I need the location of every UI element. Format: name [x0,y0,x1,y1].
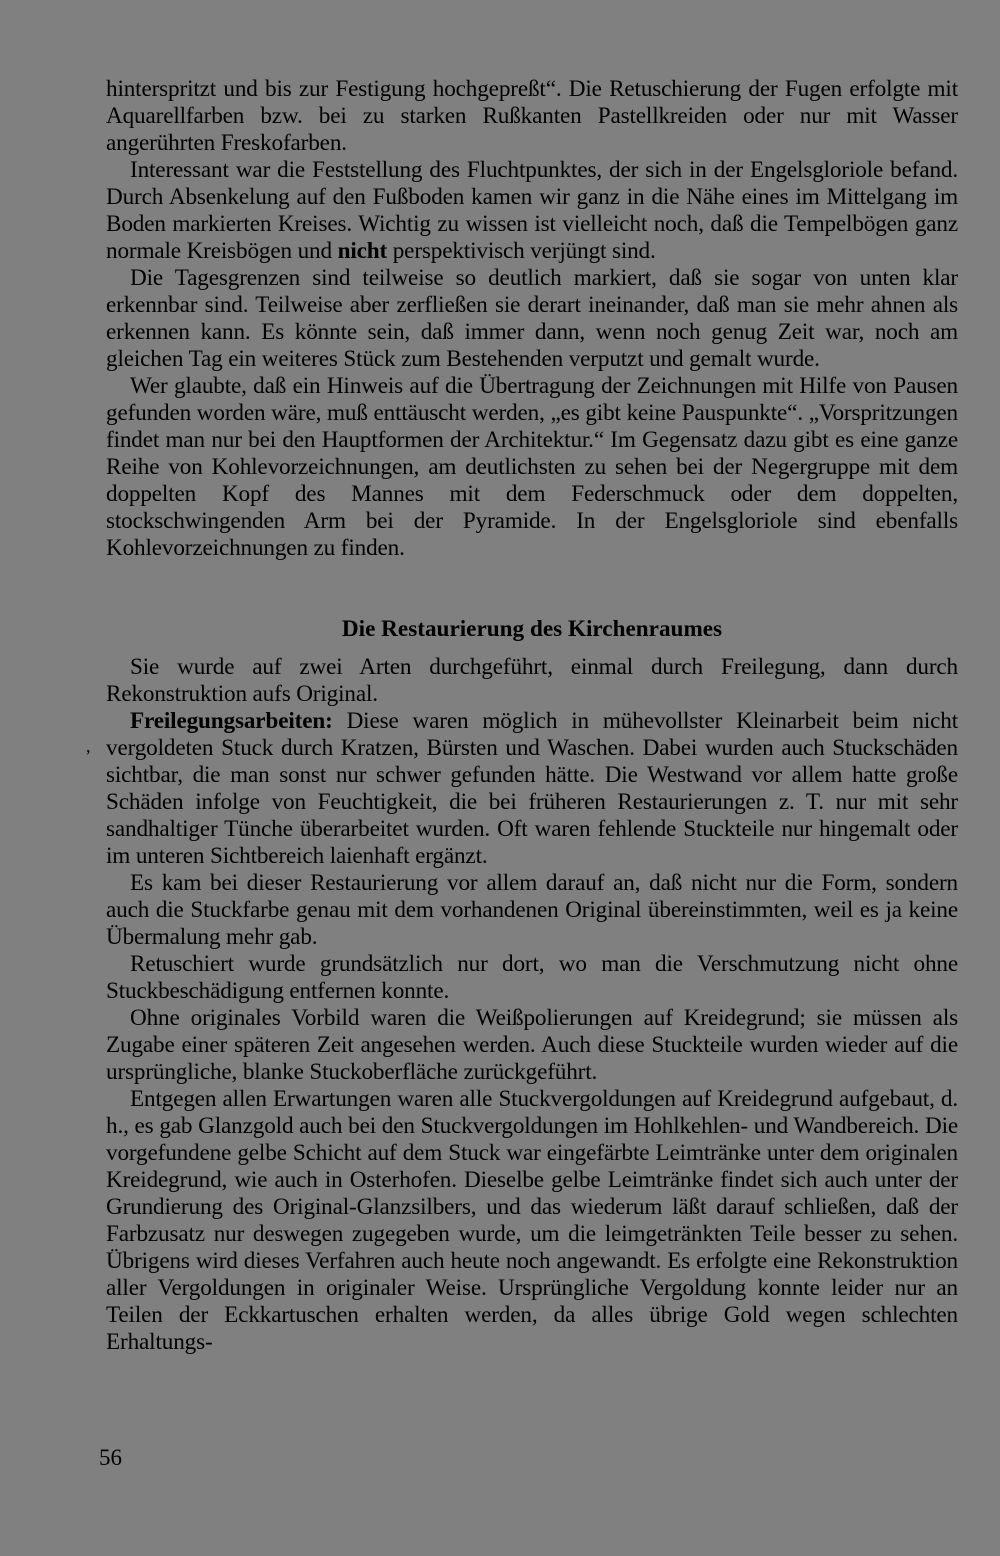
section-heading: Die Restaurierung des Kirchenraumes [341,616,723,642]
paragraph-3-text: Die Tagesgrenzen sind teilweise so deutlich markiert, daß sie sogar von unten klar erkennbar sind. Teilweise aber zerfließen sie derart ineinander, daß man sie mehr ahnen als erkennen kann. Es könnte sein, daß immer dann, wenn noch genug Zeit war, noch am gleichen Tag ein weiteres Stück zum Bestehenden verputzt und gemalt wurde. [106,265,958,372]
heading-gap [106,643,958,654]
paragraph-8 [106,951,958,1005]
page-number: 56 [99,1445,122,1470]
paragraph-10-text: Entgegen allen Erwartungen waren alle Stuckvergoldungen auf Kreidegrund aufgebaut, d. h., es gab Glanzgold auch bei den Stuckvergoldungen im Hohlkehlen- und Wandbereich. Die vorgefundene gelbe Schicht auf dem Stuck war eingefärbte Leimtränke unter dem originalen Kreidegrund, wie auch in Osterhofen. Dieselbe gelbe Leimtränke findet sich auch unter der Grundierung des Original-Glanzsilbers, und das wiederum läßt darauf schließen, daß der Farbzusatz nur deswegen zugegeben wurde, um die leimgetränkten Teile besser zu sehen. Übrigens wird dieses Verfahren auch heute noch angewandt. Es erfolgte eine Rekonstruktion aller Vergoldungen in originaler Weise. Ursprüngliche Vergoldung konnte leider nur an Teilen der Eckkartuschen erhalten werden, da alles übrige Gold wegen schlechten Erhaltungs- [106,1086,958,1355]
paragraph-6-text: Diese waren möglich in mühevollster Kleinarbeit beim nicht vergoldeten Stuck durch Kratzen, Bürsten und Waschen. Dabei wurden auch Stuckschäden sichtbar, die man sonst nur schwer gefunden hätte. Die Westwand vor allem hatte große Schäden infolge von Feuchtigkeit, die bei früheren Restaurierungen z. T. nur mit sehr sandhaltiger Tünche überarbeitet wurden. Oft waren fehlende Stuckteile nur hingemalt oder im unteren Sichtbereich laienhaft ergänzt. [106,708,958,869]
paragraph-2-emphasis: nicht [337,238,388,264]
paragraph-4-text: Wer glaubte, daß ein Hinweis auf die Übertragung der Zeichnungen mit Hilfe von Pausen gefunden worden wäre, muß enttäuscht werden, „es gibt keine Pauspunkte“. „Vorspritzungen findet man nur bei den Hauptformen der Architektur.“ Im Gegensatz dazu gibt es eine ganze Reihe von Kohlevorzeichnungen, am deutlichsten zu sehen bei der Negergruppe mit dem doppelten Kopf des Mannes mit dem Federschmuck oder dem doppelten, stockschwingenden Arm bei der Pyramide. In der Engelsgloriole sind ebenfalls Kohlevorzeichnungen zu finden. [106,373,958,561]
paragraph-8-text: Retuschiert wurde grundsätzlich nur dort, wo man die Verschmutzung nicht ohne Stuckbeschädigung entfernen konnte. [106,951,958,1004]
paragraph-9 [106,1005,958,1086]
paragraph-2 [106,157,958,265]
section-gap [106,562,958,616]
paragraph-7-text: Es kam bei dieser Restaurierung vor allem darauf an, daß nicht nur die Form, sondern auch die Stuckfarbe genau mit dem vorhandenen Original übereinstimmten, weil es ja keine Übermalung mehr gab. [106,870,958,950]
paragraph-6-runin-heading: Freilegungsarbeiten: [130,708,333,734]
paragraph-2-text: Interessant war die Feststellung des Fluchtpunktes, der sich in der Engelsgloriole befand. Durch Absenkelung auf den Fußboden kamen wir ganz in die Nähe eines im Mittelgang im Boden markierten Kreises. Wichtig zu wissen ist vielleicht noch, daß die Tempelbögen ganz normale Kreisbögen und [106,157,958,264]
paragraph-7 [106,870,958,951]
paragraph-5-text: Sie wurde auf zwei Arten durchgeführt, einmal durch Freilegung, dann durch Rekonstruktion aufs Original. [106,654,958,707]
paragraph-9-text: Ohne originales Vorbild waren die Weißpolierungen auf Kreidegrund; sie müssen als Zugabe einer späteren Zeit angesehen werden. Auch diese Stuckteile wurden wieder auf die ursprüngliche, blanke Stuckoberfläche zurückgeführt. [106,1005,958,1085]
paragraph-1-text: hinterspritzt und bis zur Festigung hochgepreßt“. Die Retuschierung der Fugen erfolgte mit Aquarellfarben bzw. bei zu starken Rußkanten Pastellkreiden oder nur mit Wasser angerührten Freskofarben. [106,76,958,156]
paragraph-3 [106,265,958,373]
paragraph-10 [106,1086,958,1356]
paragraph-6 [106,708,958,870]
paragraph-2-text-after: perspektivisch verjüngt sind. [387,238,656,264]
page-body [106,76,958,1356]
margin-mark: , [86,736,91,756]
paragraph-5 [106,654,958,708]
paragraph-1 [106,76,958,157]
paragraph-4 [106,373,958,562]
